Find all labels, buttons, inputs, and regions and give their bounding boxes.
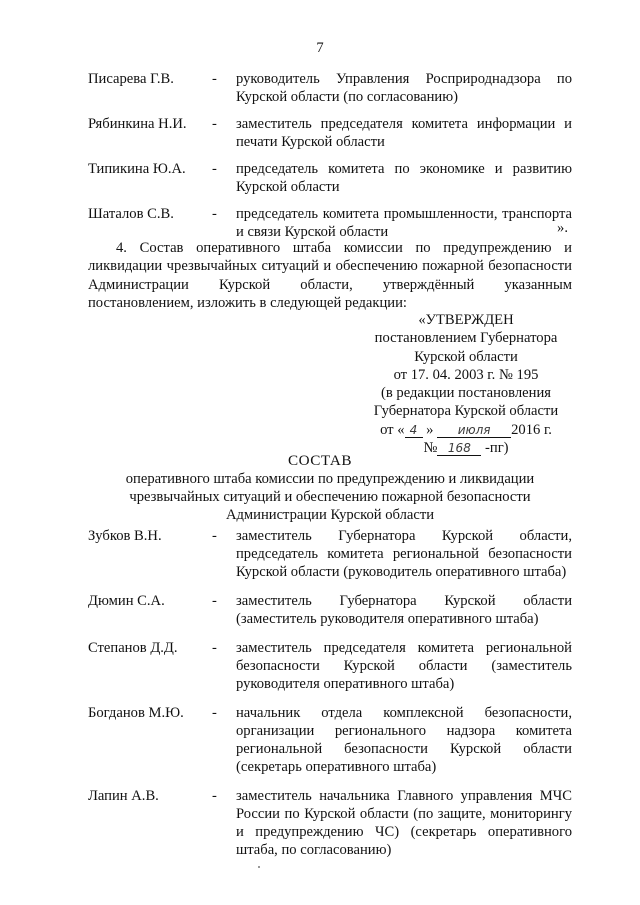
scan-speck <box>258 866 260 868</box>
member-dash: - <box>212 116 217 132</box>
member-row <box>88 704 572 776</box>
member-description: председатель комитета по экономике и развитию Курской области <box>236 161 572 195</box>
composition-subheading: оперативного штаба комиссии по предупреждению и ликвидации чрезвычайных ситуаций и обеспечению пожарной безопасности Администрации Курской области <box>125 471 535 524</box>
approval-line: Губернатора Курской области <box>373 403 559 420</box>
member-dash: - <box>212 161 217 177</box>
member-description: заместитель председателя комитета информации и печати Курской области <box>236 116 572 150</box>
approval-block <box>346 311 586 457</box>
date-month: июля <box>437 423 511 438</box>
member-dash: - <box>212 788 217 804</box>
member-name: Рябинкина Н.И. <box>88 116 187 132</box>
approval-line: (в редакции постановления <box>381 385 551 402</box>
member-dash: - <box>212 206 217 222</box>
date-day: 4 <box>405 423 423 438</box>
paragraph-4: 4. Состав оперативного штаба комиссии по предупреждению и ликвидации чрезвычайных ситуаций и обеспечению пожарной безопасности Администрации Курской области, утверждённый указанным постановлением, изложить в следующей редакции: <box>88 240 572 312</box>
member-name: Степанов Д.Д. <box>88 640 178 656</box>
approval-date-line <box>346 421 586 439</box>
number-suffix: -пг) <box>485 440 509 457</box>
date-mid: » <box>426 421 434 438</box>
member-name: Дюмин С.А. <box>88 593 165 609</box>
member-dash: - <box>212 705 217 721</box>
member-row <box>88 639 572 693</box>
member-description: председатель комитета промышленности, транспорта и связи Курской области <box>236 206 572 240</box>
page-number: 7 <box>316 40 324 56</box>
member-description: заместитель Губернатора Курской области, председатель комитета региональной безопасности Курской области (руководитель оперативного штаба) <box>236 528 572 580</box>
number-prefix: № <box>423 440 438 457</box>
approval-line: «УТВЕРЖДЕН <box>418 312 514 328</box>
number-value: 168 <box>437 441 481 456</box>
member-dash: - <box>212 593 217 609</box>
approval-line: от 17. 04. 2003 г. № 195 <box>393 366 539 383</box>
member-row <box>88 787 572 859</box>
member-name: Богданов М.Ю. <box>88 705 184 721</box>
member-row <box>88 70 572 106</box>
approval-line: Курской области <box>414 348 518 365</box>
member-description: начальник отдела комплексной безопасности, организации регионального надзора комитета региональной безопасности Курской области (секретарь оперативного штаба) <box>236 705 572 775</box>
closing-quote: ». <box>557 220 568 236</box>
member-dash: - <box>212 528 217 544</box>
member-description: руководитель Управления Росприроднадзора по Курской области (по согласованию) <box>236 71 572 105</box>
members-list-top <box>88 70 572 250</box>
member-name: Типикина Ю.А. <box>88 161 186 177</box>
member-name: Писарева Г.В. <box>88 71 174 87</box>
member-name: Шаталов С.В. <box>88 206 174 222</box>
member-name: Зубков В.Н. <box>88 528 162 544</box>
member-row <box>88 160 572 196</box>
date-year: 2016 г. <box>511 421 552 438</box>
member-dash: - <box>212 640 217 656</box>
member-row <box>88 205 572 241</box>
member-row <box>88 592 572 628</box>
member-row <box>88 527 572 581</box>
member-description: заместитель начальника Главного управления МЧС России по Курской области (по защите, мониторингу и предупреждению ЧС) (секретарь оперативного штаба, по согласованию) <box>236 788 572 858</box>
date-prefix: от « <box>380 421 405 438</box>
members-list-bottom <box>88 527 572 870</box>
member-name: Лапин А.В. <box>88 788 159 804</box>
approval-line: постановлением Губернатора <box>374 330 558 347</box>
member-row <box>88 115 572 151</box>
composition-heading: СОСТАВ <box>287 452 353 469</box>
member-description: заместитель Губернатора Курской области (заместитель руководителя оперативного штаба) <box>236 593 572 627</box>
member-dash: - <box>212 71 217 87</box>
member-description: заместитель председателя комитета региональной безопасности Курской области (заместитель руководителя оперативного штаба) <box>236 640 572 692</box>
